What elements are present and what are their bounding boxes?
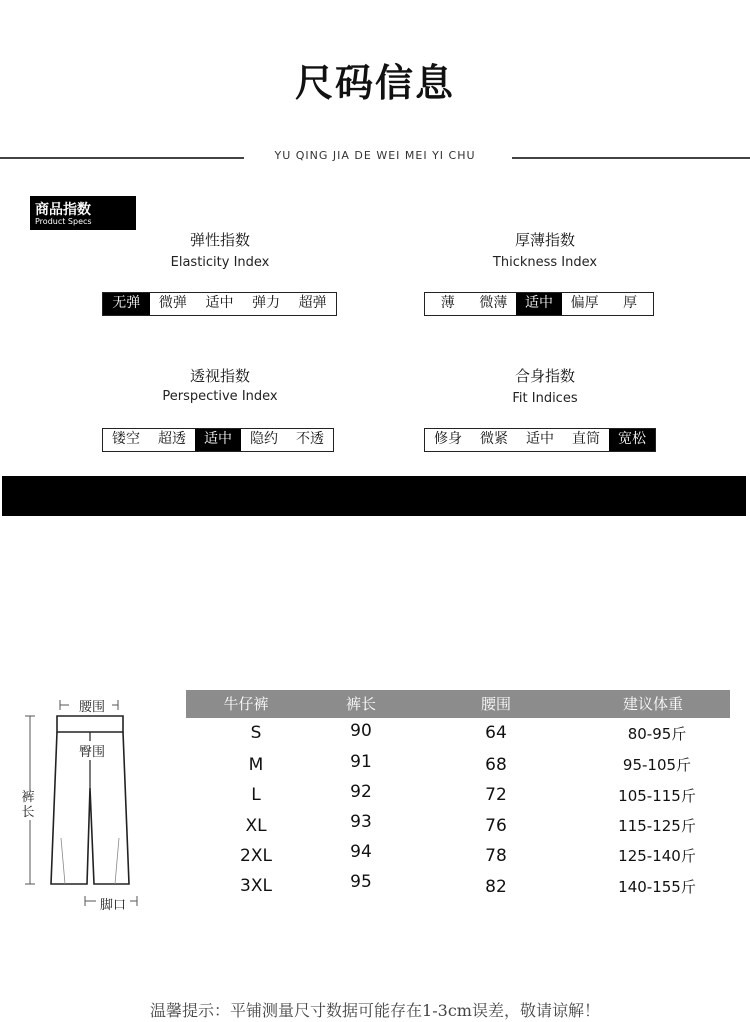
cell-waist: 78 bbox=[485, 846, 507, 866]
cell-waist: 72 bbox=[485, 785, 507, 805]
pants-fold-line bbox=[115, 838, 119, 884]
thickness-subtitle: Thickness Index bbox=[492, 255, 598, 270]
fit-option: 微紧 bbox=[480, 431, 508, 447]
hem-label: 脚口 bbox=[96, 894, 130, 913]
thickness-option: 薄 bbox=[440, 295, 455, 311]
cell-weight: 95-105斤 bbox=[622, 756, 692, 774]
header-cell-waist: 腰围 bbox=[480, 695, 511, 713]
cell-size: M bbox=[248, 755, 264, 775]
cell-length: 92 bbox=[350, 782, 372, 802]
badge-label-en: Product Specs bbox=[35, 217, 92, 226]
thickness-title: 厚薄指数 bbox=[514, 231, 575, 249]
cell-weight: 140-155斤 bbox=[618, 878, 696, 896]
fit-title: 合身指数 bbox=[514, 367, 575, 385]
fit-option: 直筒 bbox=[572, 431, 600, 447]
subtitle: YU QING JIA DE WEI MEI YI CHU bbox=[274, 149, 476, 162]
product-specs-badge bbox=[30, 196, 136, 230]
perspective-option: 镂空 bbox=[112, 431, 140, 447]
cell-size: S bbox=[250, 723, 262, 743]
cell-size: 3XL bbox=[240, 876, 272, 896]
cell-length: 93 bbox=[350, 812, 372, 832]
thickness-option: 微薄 bbox=[479, 295, 508, 311]
thickness-option: 适中 bbox=[516, 293, 562, 315]
perspective-scale bbox=[102, 428, 334, 452]
thickness-option: 偏厚 bbox=[570, 295, 599, 311]
cell-waist: 76 bbox=[485, 816, 507, 836]
black-banner bbox=[2, 476, 746, 516]
cell-waist: 64 bbox=[485, 723, 507, 743]
measurement-tip: 温馨提示：平铺测量尺寸数据可能存在1-3cm误差，敬请谅解！ bbox=[150, 1001, 600, 1020]
fit-option: 修身 bbox=[434, 431, 462, 447]
perspective-option: 适中 bbox=[195, 429, 241, 451]
elasticity-option: 适中 bbox=[205, 295, 234, 311]
thickness-scale bbox=[424, 292, 654, 316]
elasticity-option: 微弹 bbox=[158, 295, 187, 311]
waist-label: 腰围 bbox=[72, 696, 112, 715]
cell-weight: 80-95斤 bbox=[627, 725, 687, 743]
waistband-shape bbox=[57, 716, 123, 732]
elasticity-option: 弹力 bbox=[252, 295, 281, 311]
header-cell-weight: 建议体重 bbox=[622, 695, 683, 713]
pants-diagram bbox=[15, 688, 165, 913]
perspective-subtitle: Perspective Index bbox=[162, 389, 278, 404]
page-title: 尺码信息 bbox=[294, 61, 455, 105]
cell-length: 90 bbox=[350, 721, 372, 741]
cell-waist: 82 bbox=[485, 877, 507, 897]
cell-size: L bbox=[251, 785, 261, 805]
cell-size: 2XL bbox=[240, 846, 272, 866]
header-cell-length: 裤长 bbox=[345, 695, 376, 713]
elasticity-subtitle: Elasticity Index bbox=[170, 255, 270, 270]
cell-length: 94 bbox=[350, 842, 372, 862]
elasticity-scale bbox=[102, 292, 337, 316]
size-table-header bbox=[186, 690, 730, 718]
perspective-option: 不透 bbox=[296, 431, 324, 447]
header-cell-style: 牛仔裤 bbox=[223, 695, 269, 713]
thickness-option: 厚 bbox=[623, 295, 638, 311]
cell-length: 91 bbox=[350, 752, 372, 772]
fit-scale bbox=[424, 428, 656, 452]
perspective-option: 超透 bbox=[158, 431, 186, 447]
cell-waist: 68 bbox=[485, 755, 507, 775]
pants-fold-line bbox=[61, 838, 65, 884]
cell-length: 95 bbox=[350, 872, 372, 892]
cell-size: XL bbox=[245, 816, 267, 836]
elasticity-title: 弹性指数 bbox=[189, 231, 250, 249]
cell-weight: 105-115斤 bbox=[618, 787, 696, 805]
elasticity-option: 超弹 bbox=[298, 295, 327, 311]
hip-label: 臀围 bbox=[74, 741, 110, 760]
perspective-title: 透视指数 bbox=[189, 367, 250, 385]
fit-option: 宽松 bbox=[609, 429, 655, 451]
cell-weight: 115-125斤 bbox=[618, 817, 696, 835]
perspective-option: 隐约 bbox=[250, 431, 278, 447]
cell-weight: 125-140斤 bbox=[618, 847, 696, 865]
elasticity-option: 无弹 bbox=[103, 293, 150, 315]
badge-label-cn: 商品指数 bbox=[35, 202, 91, 218]
fit-option: 适中 bbox=[526, 431, 554, 447]
length-label: 裤长 bbox=[21, 790, 35, 820]
fit-subtitle: Fit Indices bbox=[512, 391, 578, 406]
